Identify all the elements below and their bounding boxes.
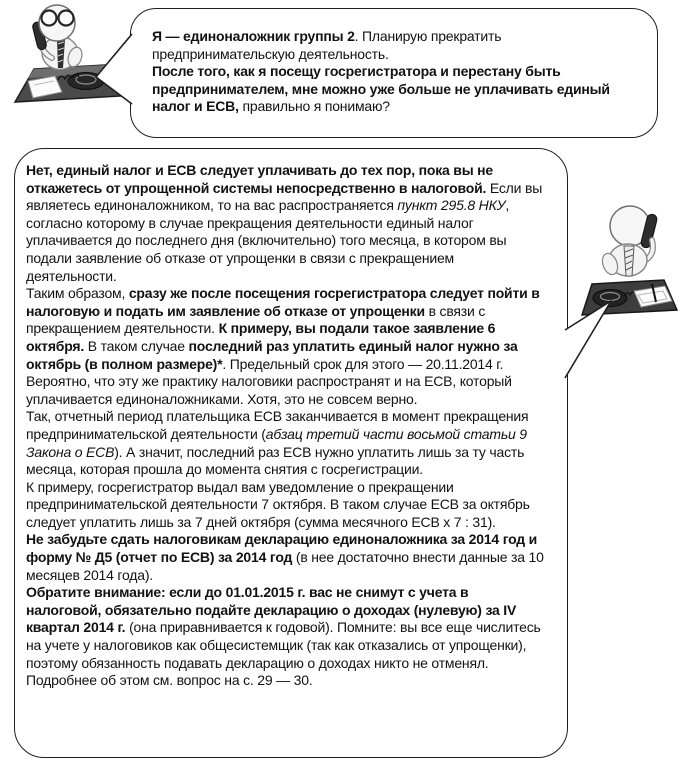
- text-run: . Предельный срок для этого — 20.11.2014 г.: [222, 355, 504, 372]
- text-run: Вероятно, что эту же практику налоговики распространят и на ЕСВ, который уплачивается единоналожниками. Хотя, это не совсем верно.: [26, 373, 512, 407]
- answer-text: [26, 162, 547, 690]
- text-run: (в нее достаточно внести данные за 10 месяцев 2014 года).: [26, 549, 544, 583]
- paragraph: [152, 28, 635, 63]
- answer-bubble: [14, 148, 568, 758]
- text-run: правильно я понимаю?: [238, 98, 390, 115]
- paragraph: [152, 63, 635, 116]
- text-run: Таким образом,: [26, 285, 129, 302]
- text-run: К примеру, вы подали такое заявление 6 октября.: [26, 320, 496, 354]
- text-run: последний раз уплатить единый налог нужно за октябрь (в полном размере)*: [26, 337, 518, 372]
- text-run: К примеру, госрегистратор выдал вам уведомление о прекращении предпринимательской деятельности 7 октября. В таком случае ЕСВ за октябрь следует уплатить лишь за 7 дней октября (сумма месячного ЕСВ х 7 : 31).: [26, 478, 530, 530]
- text-run: После того, как я посещу госрегистратора и перестану быть предпринимателем, мне можно уже больше не уплачивать единый налог и ЕСВ,: [152, 63, 610, 115]
- text-run: ). А значит, последний раз ЕСВ нужно уплатить лишь за ту часть месяца, которая прошла до момента снятия с госрегистрации.: [26, 443, 525, 478]
- text-run: . Планирую прекратить предпринимательскую деятельность.: [152, 28, 502, 62]
- text-run: сразу же после посещения госрегистратора следует пойти в налоговую и подать им заявление об отказе от упрощенки: [26, 285, 540, 319]
- paragraph: [26, 479, 547, 532]
- text-run: Обратите внимание: если до 01.01.2015 г. вас не снимут с учета в налоговой, обязательно подайте декларацию о доходах (нулевую) за IV квартал 2014 г.: [26, 584, 517, 636]
- paragraph: [26, 285, 547, 373]
- text-run: Так, отчетный период плательщика ЕСВ заканчивается в момент прекращения предпринимательской деятельности (: [26, 408, 529, 442]
- text-run: абзац третий части восьмой статьи 9 Закона о ЕСВ: [26, 425, 527, 460]
- answer-bubble-tail: [558, 294, 616, 386]
- text-run: , согласно которому в случае прекращения деятельности единый налог уплачивается до последнего дня (включительно) того месяца, в котором вы подали заявление об отказе от упрощенки в связи с прекращением деятельности.: [26, 197, 510, 284]
- text-run: Если вы являетесь единоналожником, то на вас распространяется: [26, 179, 543, 214]
- glasses-icon: [42, 11, 57, 26]
- paragraph: [26, 531, 547, 584]
- paragraph: [26, 584, 547, 690]
- text-run: В таком случае: [84, 337, 189, 354]
- text-run: Нет, единый налог и ЕСВ следует уплачивать до тех пор, пока вы не откажетесь от упрощенной системы непосредственно в налоговой.: [26, 162, 493, 196]
- question-text: [152, 28, 635, 116]
- text-run: в связи с прекращением деятельности.: [26, 302, 486, 337]
- question-bubble: [130, 8, 658, 138]
- question-bubble-tail: [92, 28, 138, 110]
- paragraph: [26, 373, 547, 408]
- paragraph: [26, 408, 547, 478]
- text-run: Не забудьте сдать налоговикам декларацию единоналожника за 2014 год и форму № Д5 (отчет по ЕСВ) за 2014 год: [26, 531, 538, 566]
- text-run: Я — единоналожник группы 2: [152, 28, 355, 44]
- text-run: (она приравнивается к годовой). Помните: вы все еще числитесь на учете у налоговиков как общесистемщик (так как отказались от упрощенки), поэтому обязанность подавать декларацию о доходах никто не отменял. Подробнее об этом см. вопрос на с. 29 — 30.: [26, 619, 541, 689]
- paragraph: [26, 162, 547, 285]
- text-run: пункт 295.8 НКУ: [397, 197, 506, 214]
